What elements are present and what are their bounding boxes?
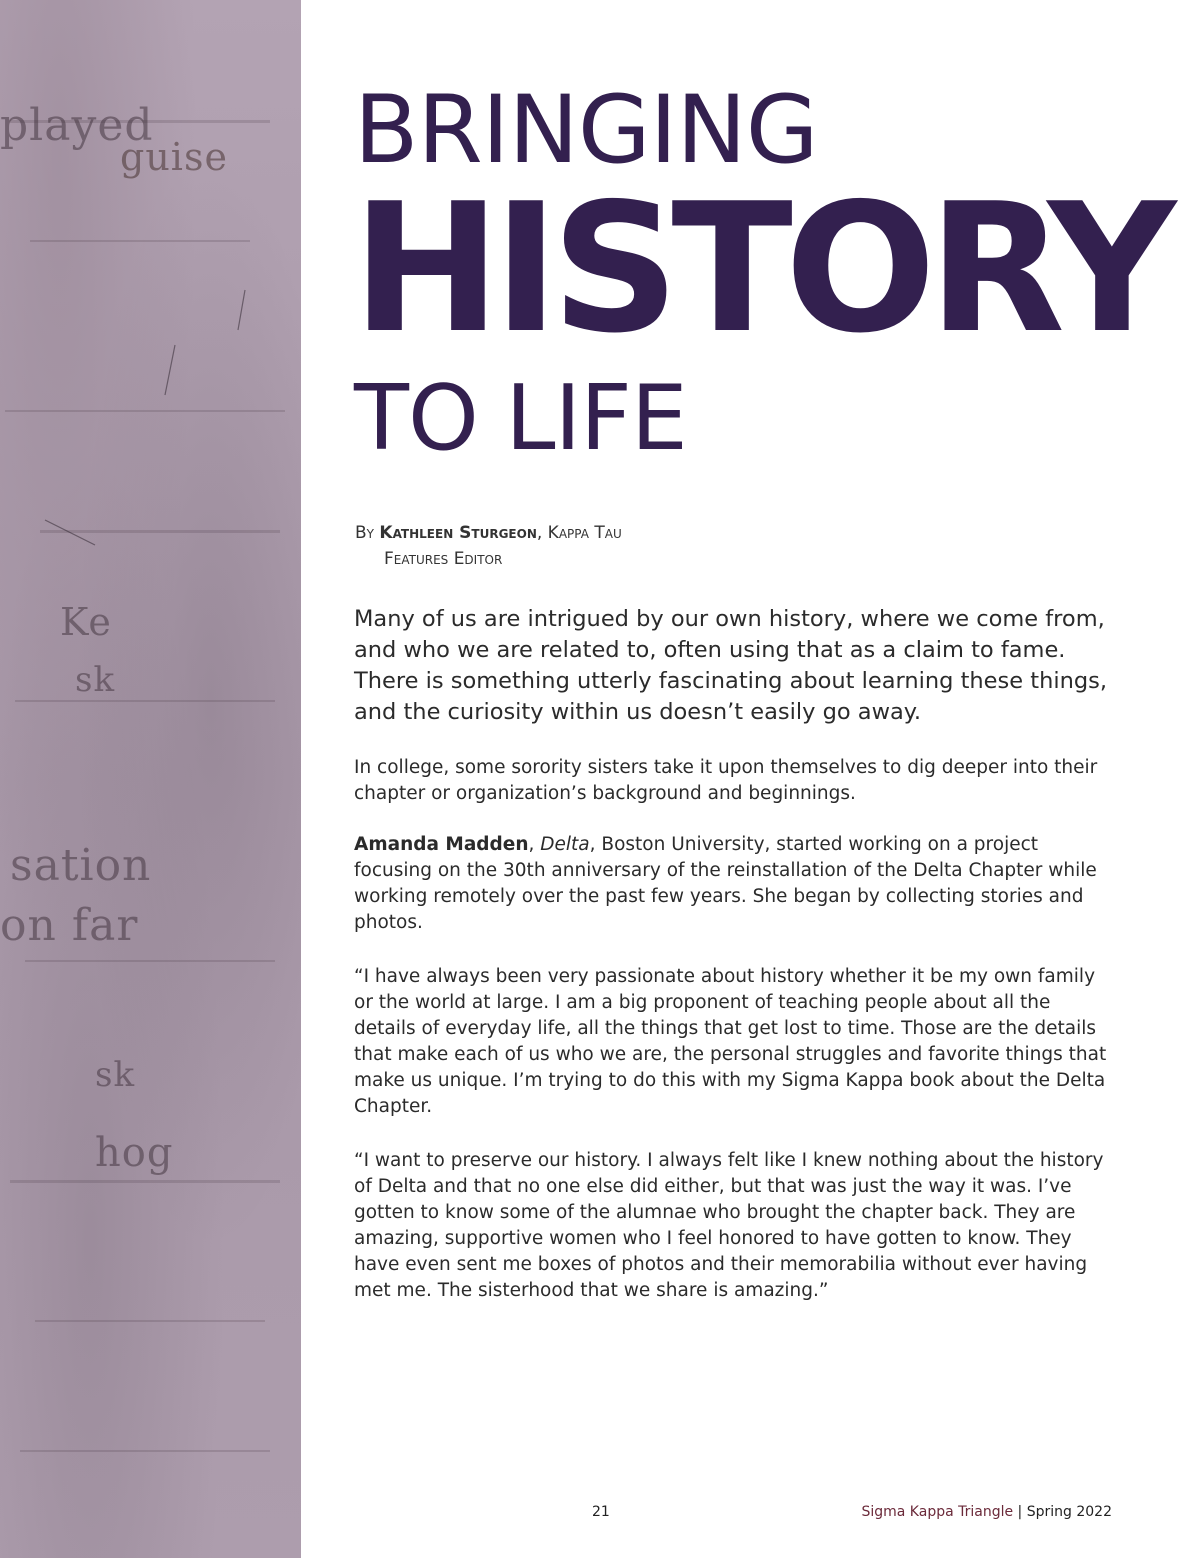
title-line-history: HISTORY: [352, 165, 1169, 372]
strip-word: guise: [120, 135, 228, 179]
strip-word: sk: [95, 1055, 136, 1095]
title-line-to-life: TO LIFE: [354, 366, 687, 471]
strip-word: hog: [95, 1130, 174, 1176]
strip-word: sk: [75, 660, 116, 700]
name-separator: ,: [528, 834, 541, 855]
byline-role: Features Editor: [384, 548, 503, 569]
byline-by: By: [355, 523, 380, 543]
paragraph-2-text: , Boston University, started working on a project focusing on the 30th anniversary of the reinstallation of the Delta Chapter while working remotely over the past few years. She began by collecting stories and photos.: [354, 834, 1097, 933]
byline-author: Kathleen Sturgeon: [379, 523, 537, 543]
newspaper-texture-strip: [0, 0, 301, 1558]
strip-word: sation: [10, 840, 152, 891]
body-paragraph-3: “I have always been very passionate about history whether it be my own family or the world at large. I am a big proponent of teaching people about all the details of everyday life, all the things that get lost to time. Those are the details that make each of us who we are, the personal struggles and favorite things that make us unique. I’m trying to do this with my Sigma Kappa book about the Delta Chapter.: [354, 966, 1107, 1117]
body-paragraph-4: “I want to preserve our history. I always felt like I knew nothing about the history of Delta and that no one else did either, but that was just the way it was. I’ve gotten to know some of the alumnae who brought the chapter back. They are amazing, supportive women who I feel honored to have gotten to know. They have even sent me boxes of photos and their memorabilia without ever having met me. The sisterhood that we share is amazing.”: [354, 1150, 1104, 1301]
subject-chapter: Delta: [540, 834, 590, 855]
newspaper-texture: [0, 0, 301, 1558]
issue-date: Spring 2022: [1026, 1504, 1112, 1520]
footer-publication: [861, 1504, 1112, 1520]
title-line-bringing: BRINGING: [354, 76, 818, 185]
body-paragraph-2: [354, 832, 1114, 936]
byline: [355, 521, 622, 572]
lede-paragraph: Many of us are intrigued by our own history, where we come from, and who we are related to, often using that as a claim to fame. There is something utterly fascinating about learning these things, and the curiosity within us doesn’t easily go away.: [354, 606, 1107, 725]
strip-word: played: [0, 100, 154, 151]
strip-word: Ke: [60, 600, 112, 644]
strip-word: on far: [0, 900, 139, 951]
page-number: 21: [592, 1504, 610, 1520]
footer-separator: |: [1013, 1504, 1027, 1520]
subject-name: Amanda Madden: [354, 834, 529, 855]
body-paragraph-1: In college, some sorority sisters take it upon themselves to dig deeper into their chapter or organization’s background and beginnings.: [354, 757, 1098, 804]
publication-name: Sigma Kappa Triangle: [861, 1504, 1014, 1520]
byline-chapter: , Kappa Tau: [536, 523, 622, 543]
